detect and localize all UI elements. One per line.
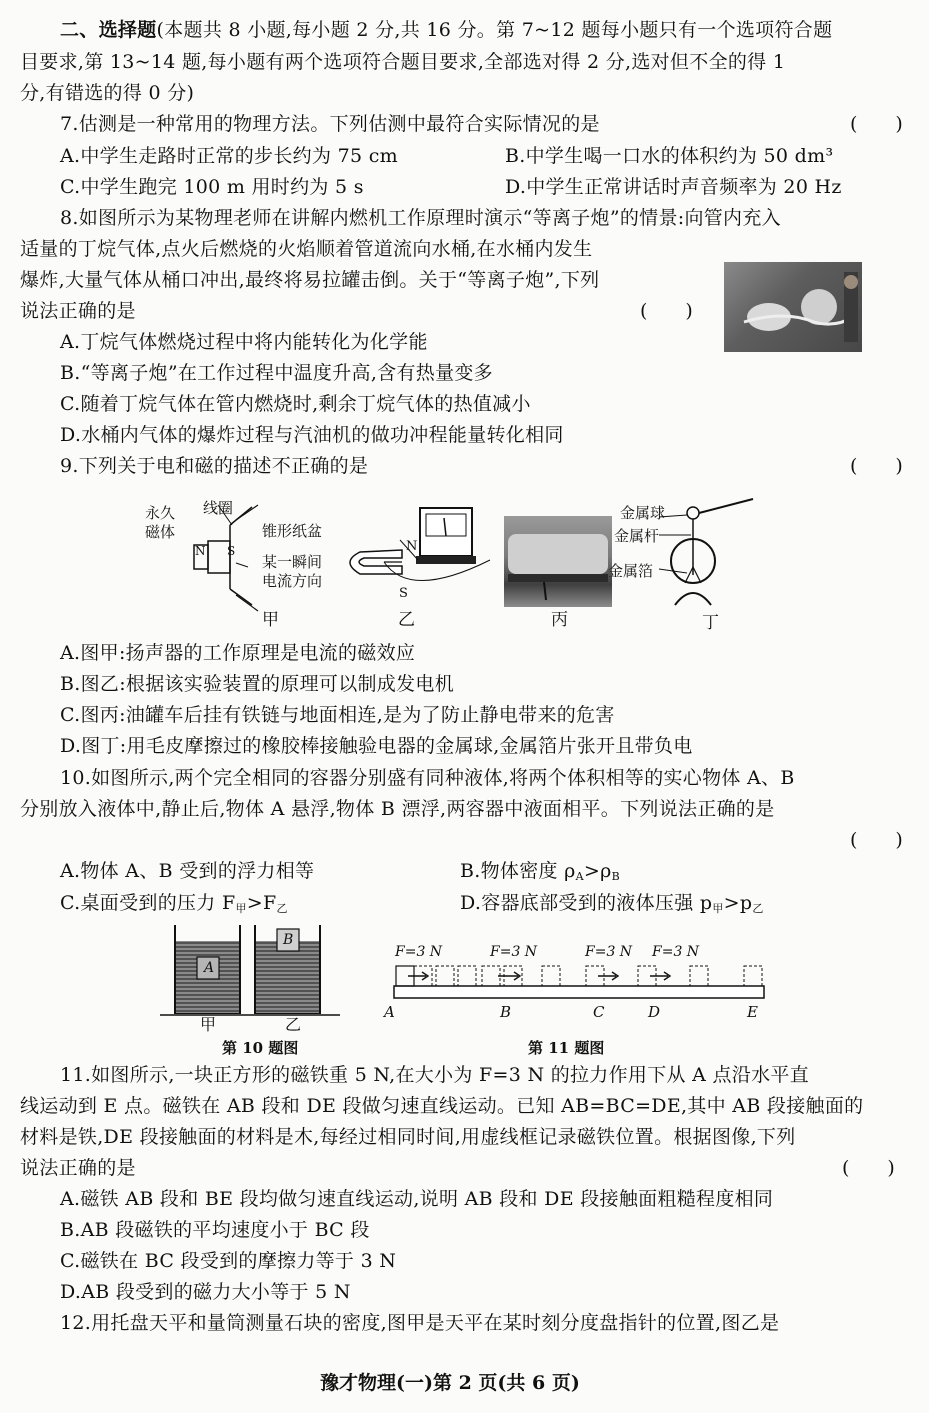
fig-ding-ball-label: 金属球 <box>620 504 666 522</box>
q11-option-d: D.AB 段受到的磁力大小等于 5 N <box>60 1281 351 1303</box>
q10-stem-line-2: 分别放入液体中,静止后,物体 A 悬浮,物体 B 漂浮,两容器中液面相平。下列说法正确的是 <box>20 798 775 820</box>
q8-option-b: B.“等离子炮”在工作过程中温度升高,含有热量变多 <box>60 362 493 384</box>
q11-stem-line-4: 说法正确的是 <box>20 1157 136 1179</box>
q11-point-d: D <box>648 1003 661 1021</box>
q10-b-text: B.物体密度 ρ <box>460 860 576 882</box>
q7-option-b: B.中学生喝一口水的体积约为 50 dm³ <box>505 145 834 167</box>
q11-figure-caption: 第 11 题图 <box>528 1039 605 1057</box>
speaker-diagram <box>188 505 260 615</box>
plasma-cannon-photo <box>724 262 862 352</box>
q9-option-a: A.图甲:扬声器的工作原理是电流的磁效应 <box>60 642 416 664</box>
q10-option-a: A.物体 A、B 受到的浮力相等 <box>60 860 315 882</box>
q11-force-label-4: F=3 N <box>652 944 700 960</box>
q10-option-b <box>460 859 620 889</box>
section-description: (本题共 8 小题,每小题 2 分,共 16 分。第 7~12 题每小题只有一个选项符合题 <box>156 19 833 41</box>
q10-option-d <box>460 891 764 921</box>
fig-jia-magnet-label-1: 永久 <box>145 504 176 522</box>
q11-point-a: A <box>384 1003 395 1021</box>
q10-answer-paren: ( ) <box>850 829 903 851</box>
fig-jia-cone-label: 锥形纸盆 <box>262 522 323 540</box>
q11-point-e: E <box>747 1003 758 1021</box>
q10-c-text: C.桌面受到的压力 F <box>60 892 236 914</box>
section-header-line-3: 分,有错选的得 0 分) <box>20 82 195 104</box>
q7-option-c: C.中学生跑完 100 m 用时约为 5 s <box>60 176 364 198</box>
q11-answer-paren: ( ) <box>842 1157 895 1179</box>
oil-tanker-photo <box>504 516 612 607</box>
fig-ding-caption: 丁 <box>702 613 719 633</box>
fig-bing-caption: 丙 <box>551 610 568 630</box>
q11-force-label-2: F=3 N <box>490 944 538 960</box>
q11-point-b: B <box>500 1003 512 1021</box>
q8-stem-line-4: 说法正确的是 <box>20 300 136 322</box>
q9-option-b: B.图乙:根据该实验装置的原理可以制成发电机 <box>60 673 455 695</box>
q10-c-sub-jia: 甲 <box>235 902 247 915</box>
q11-option-a: A.磁铁 AB 段和 BE 段均做匀速直线运动,说明 AB 段和 DE 段接触面粗糙程度相同 <box>60 1188 774 1210</box>
magnet-s-pole: S <box>399 586 408 601</box>
speaker-n-pole: N <box>195 544 206 558</box>
q11-stem-line-1: 11.如图所示,一块正方形的磁铁重 5 N,在大小为 F=3 N 的拉力作用下从 A 点沿水平直 <box>60 1064 810 1086</box>
q9-answer-paren: ( ) <box>850 455 903 477</box>
oil-tanker-sketch <box>504 516 612 607</box>
q11-stem-line-3: 材料是铁,DE 段接触面的材料是木,每经过相同时间,用虚线框记录磁铁位置。根据图像,下列 <box>20 1126 796 1148</box>
q11-track-diagram <box>390 962 770 1002</box>
q10-d-sub-yi: 乙 <box>752 902 764 915</box>
q8-stem-line-1: 8.如图所示为某物理老师在讲解内燃机工作原理时演示“等离子炮”的情景:向管内充入 <box>60 207 781 229</box>
q10-containers-diagram <box>160 925 340 1017</box>
q10-label-jia: 甲 <box>200 1015 217 1034</box>
fig-jia-caption: 甲 <box>262 610 279 630</box>
fig-jia-coil-label: 线圈 <box>203 499 234 517</box>
q10-option-c <box>60 891 288 921</box>
q10-object-a: A <box>204 960 215 976</box>
electroscope-diagram <box>665 505 755 615</box>
q11-stem-line-2: 线运动到 E 点。磁铁在 AB 段和 DE 段做匀速直线运动。已知 AB=BC=DE,其中 AB 段接触面的 <box>20 1095 864 1117</box>
q7-answer-paren: ( ) <box>850 113 903 135</box>
q8-option-c: C.随着丁烷气体在管内燃烧时,剩余丁烷气体的热值减小 <box>60 393 531 415</box>
q10-b-gt: >ρ <box>583 860 612 882</box>
q8-stem-line-2: 适量的丁烷气体,点火后燃烧的火焰顺着管道流向水桶,在水桶内发生 <box>20 238 593 260</box>
fig-jia-magnet-label-2: 磁体 <box>145 523 176 541</box>
q7-option-d: D.中学生正常讲话时声音频率为 20 Hz <box>505 176 842 198</box>
q10-stem-line-1: 10.如图所示,两个完全相同的容器分别盛有同种液体,将两个体积相等的实心物体 A、B <box>60 767 795 789</box>
q11-point-c: C <box>593 1003 605 1021</box>
fig-ding-foil-label: 金属箔 <box>608 562 654 580</box>
section-header-line-1 <box>60 18 832 42</box>
fig-jia-current-label-1: 某一瞬间 <box>262 553 323 571</box>
q7-option-a: A.中学生走路时正常的步长约为 75 cm <box>60 145 398 167</box>
q10-object-b: B <box>283 932 294 948</box>
q8-option-a: A.丁烷气体燃烧过程中将内能转化为化学能 <box>60 331 428 353</box>
q8-option-d: D.水桶内气体的爆炸过程与汽油机的做功冲程能量转化相同 <box>60 424 564 446</box>
q10-c-sub-yi: 乙 <box>276 902 288 915</box>
q8-answer-paren: ( ) <box>640 300 693 322</box>
page-footer: 豫才物理(一)第 2 页(共 6 页) <box>320 1372 580 1394</box>
q10-b-sub-a: A <box>575 870 584 883</box>
fig-jia-current-label-2: 电流方向 <box>262 572 323 590</box>
q10-c-gt: >F <box>246 892 277 914</box>
q11-option-b: B.AB 段磁铁的平均速度小于 BC 段 <box>60 1219 370 1241</box>
q10-d-text: D.容器底部受到的液体压强 p <box>460 892 713 914</box>
speaker-s-pole: S <box>227 544 236 558</box>
fig-yi-caption: 乙 <box>398 610 415 630</box>
q7-stem: 7.估测是一种常用的物理方法。下列估测中最符合实际情况的是 <box>60 113 600 135</box>
q12-stem-line-1: 12.用托盘天平和量筒测量石块的密度,图甲是天平在某时刻分度盘指针的位置,图乙是 <box>60 1312 780 1334</box>
section-header-line-2: 目要求,第 13~14 题,每小题有两个选项符合题目要求,全部选对得 2 分,选对但不全的得 1 <box>20 51 786 73</box>
q10-d-gt: >p <box>723 892 753 914</box>
q9-option-c: C.图丙:油罐车后挂有铁链与地面相连,是为了防止静电带来的危害 <box>60 704 615 726</box>
fig-ding-rod-label: 金属杆 <box>614 527 660 545</box>
q11-force-label-3: F=3 N <box>585 944 633 960</box>
q10-label-yi: 乙 <box>285 1015 302 1034</box>
magnet-n-pole: N <box>406 539 418 554</box>
plasma-cannon-sketch <box>724 262 862 352</box>
q8-stem-line-3: 爆炸,大量气体从桶口冲出,最终将易拉罐击倒。关于“等离子炮”,下列 <box>20 269 600 291</box>
q9-stem: 9.下列关于电和磁的描述不正确的是 <box>60 455 369 477</box>
q10-b-sub-b: B <box>611 870 620 883</box>
q10-d-sub-jia: 甲 <box>712 902 724 915</box>
section-title: 二、选择题 <box>60 19 157 41</box>
q10-figure-caption: 第 10 题图 <box>222 1039 299 1057</box>
q11-force-label-1: F=3 N <box>395 944 443 960</box>
q9-option-d: D.图丁:用毛皮摩擦过的橡胶棒接触验电器的金属球,金属箔片张开且带负电 <box>60 735 693 757</box>
galvanometer-diagram <box>340 500 490 612</box>
q11-option-c: C.磁铁在 BC 段受到的摩擦力等于 3 N <box>60 1250 397 1272</box>
